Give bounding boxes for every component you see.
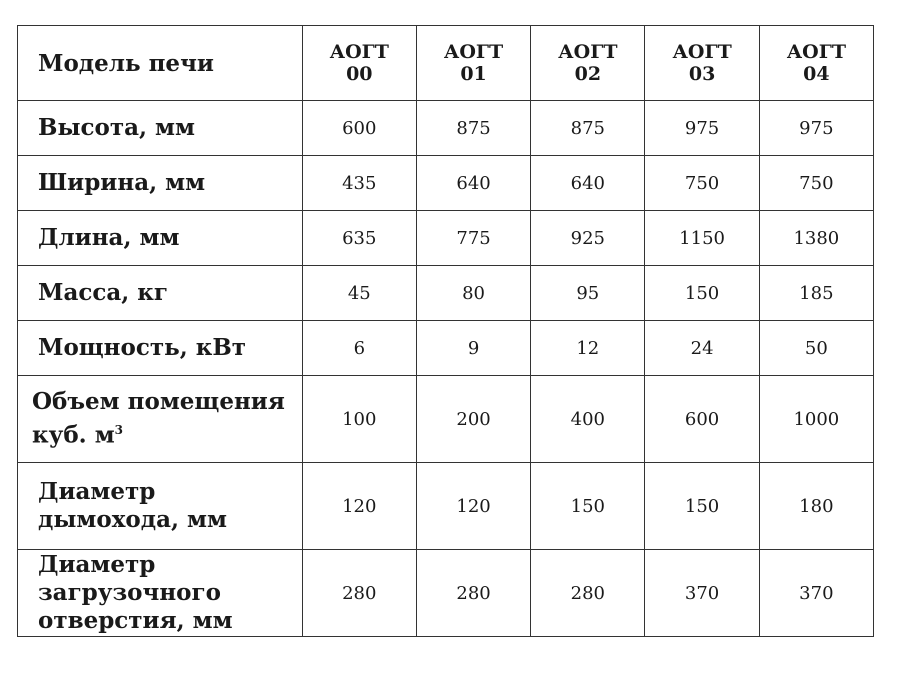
model-number: 04 [803,63,830,85]
table-cell: 280 [416,550,530,637]
table-cell: 370 [759,550,873,637]
table-cell: 24 [645,321,759,376]
table-cell: 975 [759,101,873,156]
model-name: АОГТ [443,41,504,63]
model-header-01 [416,26,530,101]
table-cell: 640 [416,156,530,211]
model-header-02 [531,26,645,101]
row-label [18,550,303,637]
table-row-room-volume [18,376,874,463]
table-cell: 600 [302,101,416,156]
table-cell: 435 [302,156,416,211]
table-row-loading-opening-diameter [18,550,874,637]
row-label-line: Диаметр [38,551,156,578]
table-cell: 640 [531,156,645,211]
model-name: АОГТ [672,41,732,63]
row-label [18,376,303,463]
model-number: 03 [688,63,716,85]
model-number: 01 [460,63,487,85]
table-header-row [18,26,874,101]
table-cell: 875 [416,101,530,156]
table-cell: 200 [416,376,530,463]
row-label: Мощность, кВт [18,321,303,376]
table-cell: 1000 [759,376,873,463]
table-row-height [18,101,874,156]
table-row-length [18,211,874,266]
table-row-chimney-diameter [18,463,874,550]
row-label: Длина, мм [18,211,303,266]
table-cell: 120 [302,463,416,550]
header-label: Модель печи [38,49,214,77]
table-cell: 400 [531,376,645,463]
table-cell: 185 [759,266,873,321]
table-cell: 280 [531,550,645,637]
model-name: АОГТ [329,41,389,63]
row-label-line: отверстия, мм [38,607,233,634]
table-row-power [18,321,874,376]
table-cell: 775 [416,211,530,266]
model-header-04 [759,26,873,101]
model-header-03 [645,26,759,101]
table-cell: 180 [759,463,873,550]
table-cell: 875 [531,101,645,156]
row-label-line: Объем помещения [32,388,285,416]
table-cell: 750 [645,156,759,211]
table-row-mass [18,266,874,321]
table-cell: 925 [531,211,645,266]
table-cell: 50 [759,321,873,376]
row-label-line: куб. м [32,421,115,449]
table-cell: 45 [302,266,416,321]
row-label: Высота, мм [18,101,303,156]
table-cell: 120 [416,463,530,550]
row-label: Масса, кг [18,266,303,321]
table-cell: 95 [531,266,645,321]
table-cell: 150 [645,463,759,550]
model-number: 02 [574,63,602,85]
table-cell: 1150 [645,211,759,266]
table-cell: 635 [302,211,416,266]
table-cell: 150 [645,266,759,321]
furnace-spec-table [17,25,874,637]
table-cell: 1380 [759,211,873,266]
row-label-line: загрузочного [38,579,221,606]
table-cell: 100 [302,376,416,463]
table-cell: 12 [531,321,645,376]
table-row-width [18,156,874,211]
model-name: АОГТ [558,41,618,63]
model-number: 00 [346,63,373,85]
model-header-00 [302,26,416,101]
table-cell: 150 [531,463,645,550]
header-label-cell [18,26,303,101]
table-cell: 6 [302,321,416,376]
table-cell: 600 [645,376,759,463]
row-label-line: Диаметр [38,478,156,505]
table-cell: 280 [302,550,416,637]
row-label [18,463,303,550]
table-cell: 750 [759,156,873,211]
superscript: 3 [114,423,124,438]
table-cell: 370 [645,550,759,637]
row-label: Ширина, мм [18,156,303,211]
table-cell: 9 [416,321,530,376]
table-cell: 80 [416,266,530,321]
model-name: АОГТ [786,41,846,63]
row-label-line: дымохода, мм [38,506,227,533]
table-cell: 975 [645,101,759,156]
